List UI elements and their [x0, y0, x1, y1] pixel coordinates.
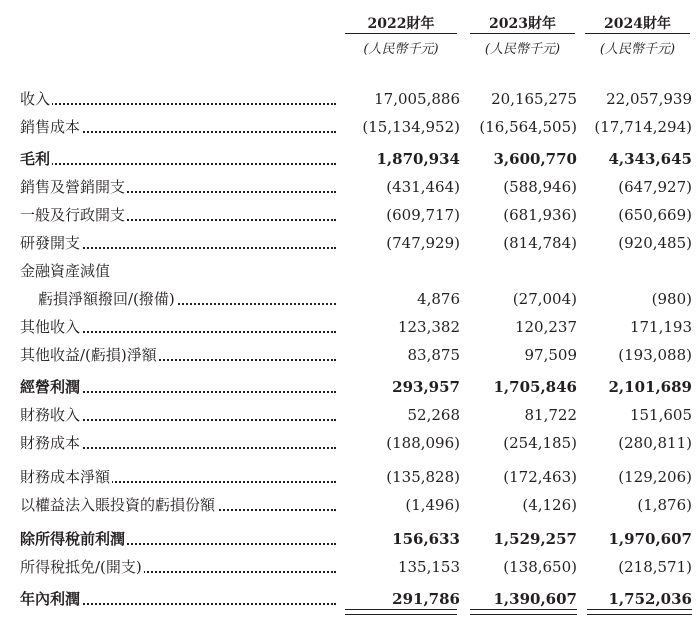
value-2022: 135,153: [397, 558, 460, 576]
row-impairment-heading: [0, 258, 700, 284]
row-label: 年內利潤: [20, 586, 336, 612]
value-2023: (172,463): [503, 468, 577, 486]
column-header-2022: 2022財年: [367, 16, 435, 32]
value-2024: (1,876): [637, 496, 692, 514]
value-2022: 17,005,886: [374, 90, 460, 108]
row-rd-expenses: [0, 230, 700, 256]
value-2022: (1,496): [405, 496, 460, 514]
value-2023: 1,705,846: [493, 378, 577, 396]
value-2024: 2,101,689: [608, 378, 692, 396]
row-impairment-reversal: [0, 286, 700, 312]
value-2024: (193,088): [618, 346, 692, 364]
unit-label-2024: (人民幣千元): [599, 42, 676, 57]
header-rule-2024: [585, 33, 690, 34]
row-cost-of-sales: [0, 114, 700, 140]
unit-label-2022: (人民幣千元): [363, 42, 439, 57]
value-2023: (814,784): [503, 234, 577, 252]
row-income-tax: [0, 554, 700, 580]
unit-label-2023: (人民幣千元): [484, 42, 561, 57]
row-revenue: [0, 86, 700, 112]
row-label: 財務成本: [20, 430, 336, 456]
row-profit-before-tax: [0, 526, 700, 552]
value-2022: 1,870,934: [376, 150, 460, 168]
value-2024: 171,193: [629, 318, 692, 336]
value-2022: 123,382: [397, 318, 460, 336]
header-rule-2022: [345, 33, 457, 34]
value-2024: (218,571): [618, 558, 692, 576]
row-label: 銷售及營銷開支: [20, 174, 336, 200]
row-label: 一般及行政開支: [20, 202, 336, 228]
value-2024: 1,752,036: [608, 590, 692, 608]
value-2023: (588,946): [503, 178, 577, 196]
row-label: 研發開支: [20, 230, 336, 256]
value-2022: 156,633: [392, 530, 460, 548]
row-label: 虧損淨額撥回/(撥備): [38, 286, 336, 312]
row-label: 收入: [20, 86, 336, 112]
value-2024: 22,057,939: [606, 90, 692, 108]
value-2022: (431,464): [386, 178, 460, 196]
row-label: 其他收益/(虧損)淨額: [20, 342, 336, 368]
value-2022: 52,268: [407, 406, 460, 424]
row-finance-income: [0, 402, 700, 428]
value-2024: (17,714,294): [594, 118, 692, 136]
value-2022: (188,096): [386, 434, 460, 452]
value-2023: 1,390,607: [493, 590, 577, 608]
value-2022: (135,828): [386, 468, 460, 486]
row-equity-method-losses: [0, 492, 700, 518]
value-2022: 293,957: [392, 378, 460, 396]
value-2023: 97,509: [524, 346, 577, 364]
column-header-2023: 2023財年: [489, 16, 556, 32]
row-label: 銷售成本: [20, 114, 336, 140]
double-underline-2022: [345, 609, 457, 615]
double-underline-2024: [587, 609, 692, 615]
value-2024: (980): [651, 290, 692, 308]
value-2023: (254,185): [503, 434, 577, 452]
value-2023: 120,237: [514, 318, 577, 336]
value-2023: 3,600,770: [493, 150, 577, 168]
value-2023: (4,126): [522, 496, 577, 514]
row-label: 除所得稅前利潤: [20, 526, 336, 552]
row-label: 金融資產減值: [20, 262, 111, 280]
row-label: 毛利: [20, 146, 336, 172]
row-gross-profit: [0, 146, 700, 172]
row-other-income: [0, 314, 700, 340]
value-2023: 20,165,275: [491, 90, 577, 108]
row-label: 其他收入: [20, 314, 336, 340]
header-rule-2023: [470, 33, 575, 34]
row-operating-profit: [0, 374, 700, 400]
row-label: 以權益法入賬投資的虧損份額: [20, 492, 336, 518]
value-2023: (16,564,505): [479, 118, 577, 136]
value-2022: (609,717): [386, 206, 460, 224]
value-2024: 1,970,607: [608, 530, 692, 548]
value-2023: 1,529,257: [493, 530, 577, 548]
value-2024: (647,927): [618, 178, 692, 196]
value-2024: (280,811): [618, 434, 692, 452]
value-2022: 4,876: [417, 290, 460, 308]
value-2023: (681,936): [503, 206, 577, 224]
row-other-gains-losses: [0, 342, 700, 368]
row-label: 財務成本淨額: [20, 464, 336, 490]
value-2024: (129,206): [618, 468, 692, 486]
value-2024: 4,343,645: [608, 150, 692, 168]
row-selling-marketing-expenses: [0, 174, 700, 200]
value-2023: (138,650): [503, 558, 577, 576]
value-2022: (747,929): [386, 234, 460, 252]
value-2022: (15,134,952): [362, 118, 460, 136]
column-header-2024: 2024財年: [604, 16, 671, 32]
row-finance-costs-net: [0, 464, 700, 490]
row-label: 經營利潤: [20, 374, 336, 400]
row-label: 所得稅抵免/(開支): [20, 554, 336, 580]
value-2024: (650,669): [618, 206, 692, 224]
value-2022: 291,786: [392, 590, 460, 608]
double-underline-2023: [470, 609, 577, 615]
row-admin-expenses: [0, 202, 700, 228]
value-2022: 83,875: [407, 346, 460, 364]
row-label: 財務收入: [20, 402, 336, 428]
value-2024: 151,605: [629, 406, 692, 424]
row-finance-costs: [0, 430, 700, 456]
value-2023: (27,004): [512, 290, 577, 308]
value-2023: 81,722: [524, 406, 577, 424]
value-2024: (920,485): [618, 234, 692, 252]
